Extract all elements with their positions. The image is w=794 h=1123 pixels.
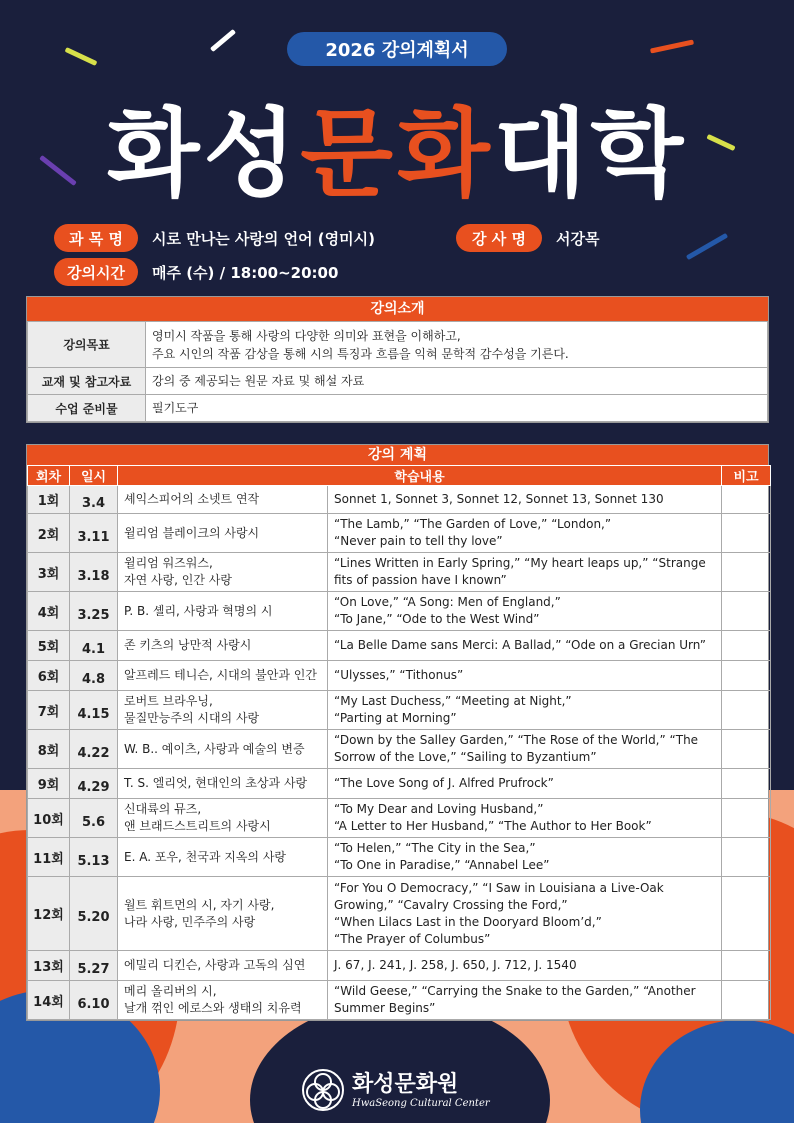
session-date: 5.27 <box>70 951 118 981</box>
logo-icon <box>302 1069 344 1111</box>
table-row <box>28 981 771 1020</box>
time-label: 강의시간 <box>54 258 138 286</box>
table-row <box>28 661 771 691</box>
intro-value <box>146 322 768 368</box>
session-topic: 윌리엄 블레이크의 사랑시 <box>118 514 328 553</box>
title-part-2: 문화 <box>300 98 494 210</box>
subject-value: 시로 만나는 사랑의 언어 (영미시) <box>152 229 375 248</box>
intro-table <box>27 321 768 422</box>
session-date: 4.29 <box>70 769 118 799</box>
session-content: “Lines Written in Early Spring,” “My heart leaps up,” “Strange fits of passion have I known” <box>328 553 722 592</box>
session-number: 7회 <box>28 691 70 730</box>
title-part-1: 화성 <box>106 98 301 210</box>
intro-label: 강의목표 <box>28 322 146 368</box>
session-content: Sonnet 1, Sonnet 3, Sonnet 12, Sonnet 13, Sonnet 130 <box>328 486 722 514</box>
session-content: “My Last Duchess,” “Meeting at Night,” “Parting at Morning” <box>328 691 722 730</box>
table-row <box>28 799 771 838</box>
session-topic: T. S. 엘리엇, 현대인의 초상과 사랑 <box>118 769 328 799</box>
confetti <box>210 29 236 52</box>
session-content: “The Lamb,” “The Garden of Love,” “London,” “Never pain to tell thy love” <box>328 514 722 553</box>
session-topic: 존 키츠의 낭만적 사랑시 <box>118 631 328 661</box>
session-topic: 에밀리 디킨슨, 사랑과 고독의 심연 <box>118 951 328 981</box>
session-topic: 월트 휘트먼의 시, 자기 사랑, 나라 사랑, 민주주의 사랑 <box>118 877 328 951</box>
org-logo <box>302 1064 502 1116</box>
session-note <box>722 769 771 799</box>
table-row <box>28 951 771 981</box>
plan-table <box>27 465 771 1020</box>
session-note <box>722 877 771 951</box>
intro-value-line: 영미시 작품을 통해 사랑의 다양한 의미와 표현을 이해하고, <box>152 328 461 343</box>
org-name-ko: 화성문화원 <box>352 1071 459 1097</box>
confetti <box>686 233 728 260</box>
session-content: “To My Dear and Loving Husband,” “A Letter to Her Husband,” “The Author to Her Book” <box>328 799 722 838</box>
document-badge: 2026 강의계획서 <box>287 32 507 66</box>
session-topic: E. A. 포우, 천국과 지옥의 사랑 <box>118 838 328 877</box>
intro-row <box>28 395 768 422</box>
session-topic: 신대륙의 뮤즈, 앤 브래드스트리트의 사랑시 <box>118 799 328 838</box>
page-title <box>0 78 794 215</box>
session-content: “On Love,” “A Song: Men of England,” “To Jane,” “Ode to the West Wind” <box>328 592 722 631</box>
table-row <box>28 769 771 799</box>
org-name-en: HwaSeong Cultural Center <box>352 1097 490 1109</box>
teacher-row <box>456 224 599 252</box>
session-date: 4.22 <box>70 730 118 769</box>
intro-label: 교재 및 참고자료 <box>28 368 146 395</box>
session-date: 5.13 <box>70 838 118 877</box>
session-content: “To Helen,” “The City in the Sea,” “To One in Paradise,” “Annabel Lee” <box>328 838 722 877</box>
title-part-3: 대학 <box>493 98 688 210</box>
session-date: 3.11 <box>70 514 118 553</box>
session-number: 3회 <box>28 553 70 592</box>
session-number: 11회 <box>28 838 70 877</box>
plan-body <box>28 486 771 1020</box>
plan-heading: 강의 계획 <box>27 445 768 465</box>
table-row <box>28 553 771 592</box>
intro-heading: 강의소개 <box>27 297 768 321</box>
table-row <box>28 592 771 631</box>
session-content: “Ulysses,” “Tithonus” <box>328 661 722 691</box>
session-topic: 윌리엄 워즈워스, 자연 사랑, 인간 사랑 <box>118 553 328 592</box>
intro-value-line: 주요 시인의 작품 감상을 통해 시의 특징과 흐름을 익혀 문학적 감수성을 기른다. <box>152 346 569 361</box>
table-row <box>28 730 771 769</box>
session-number: 5회 <box>28 631 70 661</box>
confetti <box>650 39 694 53</box>
table-row <box>28 691 771 730</box>
session-topic: 메리 올리버의 시, 날개 꺾인 에로스와 생태의 치유력 <box>118 981 328 1020</box>
table-row <box>28 514 771 553</box>
session-date: 3.25 <box>70 592 118 631</box>
session-content: “For You O Democracy,” “I Saw in Louisiana a Live-Oak Growing,” “Cavalry Crossing the Ford,” “When Lilacs Last in the Dooryard Bloom’d,” “The Prayer of Columbus” <box>328 877 722 951</box>
col-header-note: 비고 <box>722 466 771 486</box>
session-note <box>722 691 771 730</box>
session-number: 8회 <box>28 730 70 769</box>
session-note <box>722 553 771 592</box>
time-value: 매주 (수) / 18:00~20:00 <box>152 263 339 282</box>
session-number: 12회 <box>28 877 70 951</box>
session-number: 13회 <box>28 951 70 981</box>
teacher-label: 강 사 명 <box>456 224 542 252</box>
logo-text <box>352 1072 490 1109</box>
session-content: J. 67, J. 241, J. 258, J. 650, J. 712, J. 1540 <box>328 951 722 981</box>
session-note <box>722 661 771 691</box>
intro-label: 수업 준비물 <box>28 395 146 422</box>
session-number: 6회 <box>28 661 70 691</box>
table-row <box>28 838 771 877</box>
time-row <box>54 258 338 286</box>
col-header-date: 일시 <box>70 466 118 486</box>
intro-value: 필기도구 <box>146 395 768 422</box>
session-content: “The Love Song of J. Alfred Prufrock” <box>328 769 722 799</box>
session-number: 1회 <box>28 486 70 514</box>
session-content: “La Belle Dame sans Merci: A Ballad,” “Ode on a Grecian Urn” <box>328 631 722 661</box>
intro-row <box>28 322 768 368</box>
session-note <box>722 592 771 631</box>
session-note <box>722 799 771 838</box>
session-number: 4회 <box>28 592 70 631</box>
session-note <box>722 486 771 514</box>
col-header-content: 학습내용 <box>118 466 722 486</box>
session-content: “Wild Geese,” “Carrying the Snake to the Garden,” “Another Summer Begins” <box>328 981 722 1020</box>
session-note <box>722 514 771 553</box>
table-row <box>28 486 771 514</box>
session-number: 14회 <box>28 981 70 1020</box>
session-topic: 로버트 브라우닝, 물질만능주의 시대의 사랑 <box>118 691 328 730</box>
table-row <box>28 877 771 951</box>
session-note <box>722 730 771 769</box>
session-number: 10회 <box>28 799 70 838</box>
session-note <box>722 981 771 1020</box>
intro-section <box>26 296 769 423</box>
session-topic: W. B.. 예이츠, 사랑과 예술의 변증 <box>118 730 328 769</box>
intro-value: 강의 중 제공되는 원문 자료 및 해설 자료 <box>146 368 768 395</box>
col-header-no: 회차 <box>28 466 70 486</box>
subject-row <box>54 224 375 252</box>
session-number: 2회 <box>28 514 70 553</box>
session-date: 4.8 <box>70 661 118 691</box>
session-date: 5.20 <box>70 877 118 951</box>
session-date: 6.10 <box>70 981 118 1020</box>
session-note <box>722 631 771 661</box>
subject-label: 과 목 명 <box>54 224 138 252</box>
session-note <box>722 951 771 981</box>
session-topic: P. B. 셸리, 사랑과 혁명의 시 <box>118 592 328 631</box>
session-date: 3.18 <box>70 553 118 592</box>
session-content: “Down by the Salley Garden,” “The Rose of the World,” “The Sorrow of the Love,” “Sailing to Byzantium” <box>328 730 722 769</box>
session-date: 4.1 <box>70 631 118 661</box>
session-topic: 알프레드 테니슨, 시대의 불안과 인간 <box>118 661 328 691</box>
table-row <box>28 631 771 661</box>
session-note <box>722 838 771 877</box>
session-date: 3.4 <box>70 486 118 514</box>
session-topic: 셰익스피어의 소넷트 연작 <box>118 486 328 514</box>
plan-section <box>26 444 769 1021</box>
session-date: 4.15 <box>70 691 118 730</box>
teacher-value: 서강목 <box>556 229 600 248</box>
intro-row <box>28 368 768 395</box>
confetti <box>65 47 98 66</box>
session-date: 5.6 <box>70 799 118 838</box>
session-number: 9회 <box>28 769 70 799</box>
